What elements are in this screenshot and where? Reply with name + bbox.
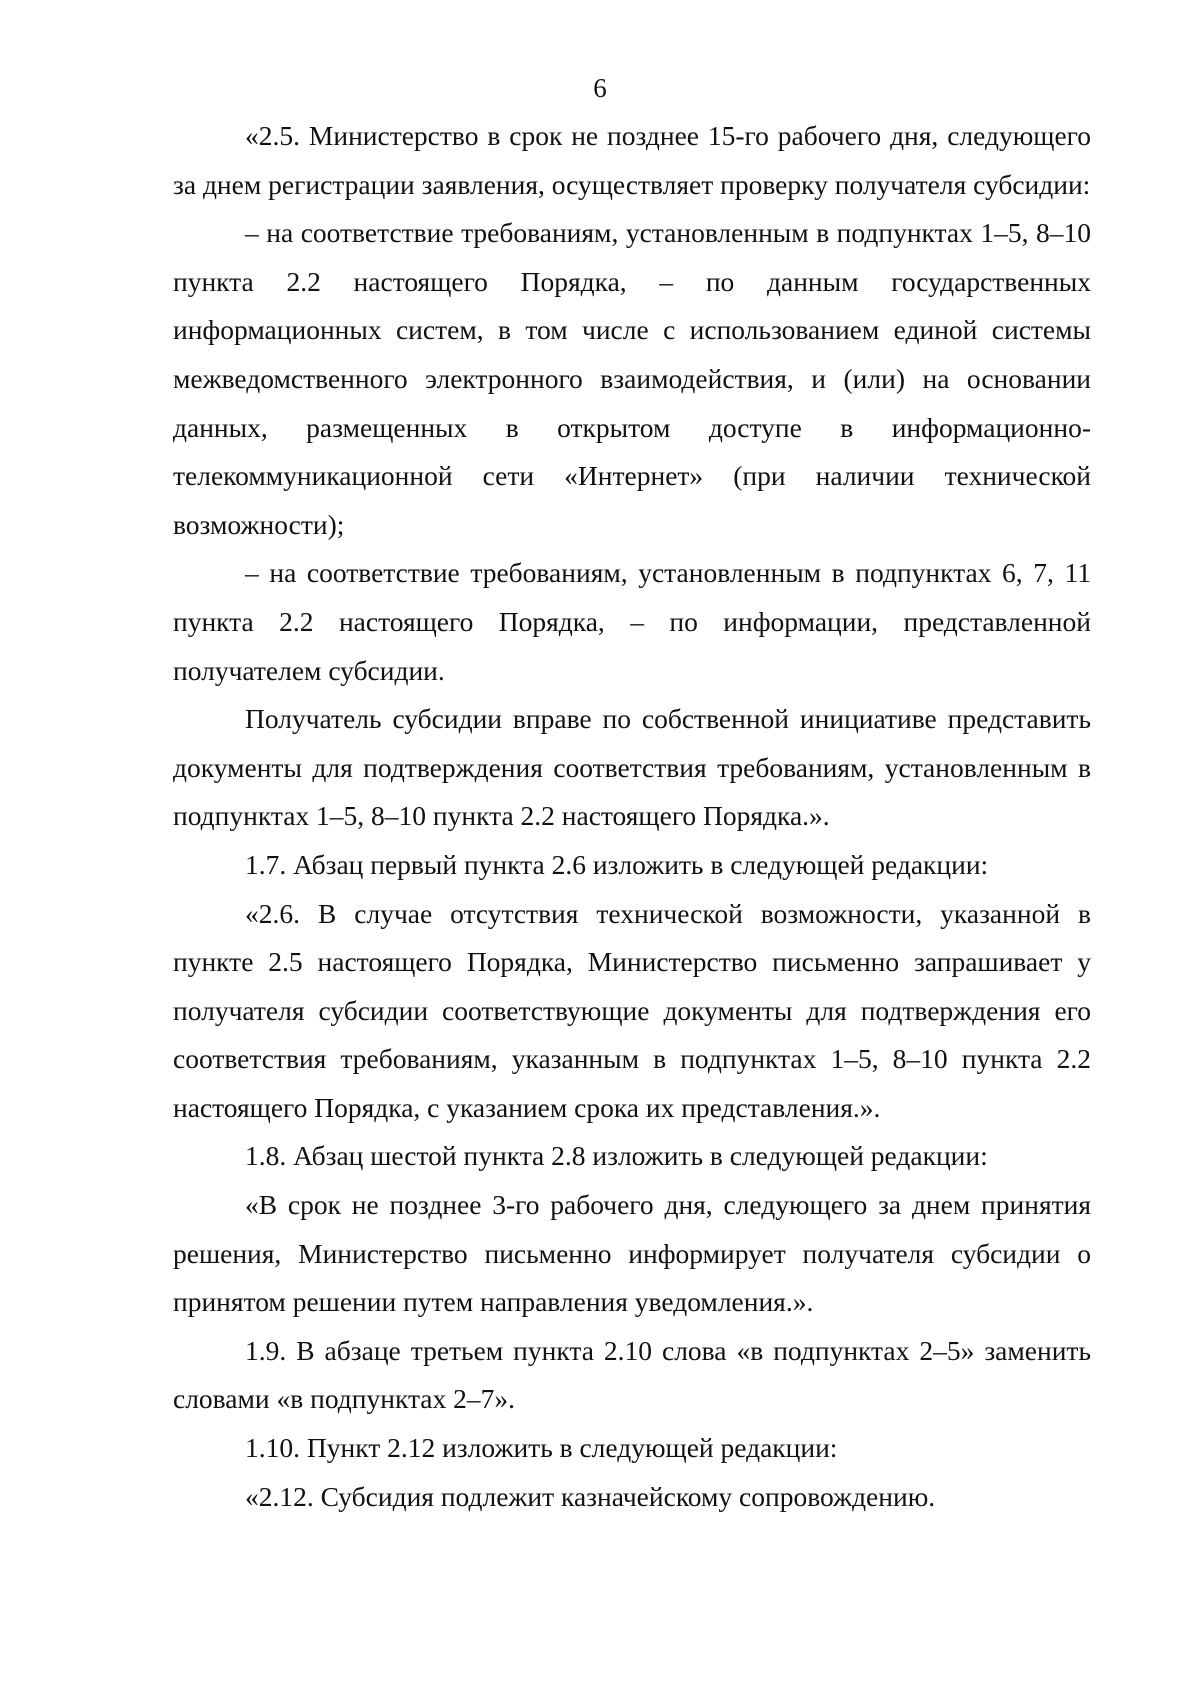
page-number: 6: [593, 73, 607, 103]
paragraph-recipient-right: Получатель субсидии вправе по собственной инициативе представить документы для подтверждения соответствия требованиям, установленным в подпунктах 1–5, 8–10 пункта 2.2 настоящего Порядка.».: [173, 703, 1091, 832]
paragraph-1-9: 1.9. В абзаце третьем пункта 2.10 слова «в подпунктах 2–5» заменить словами «в подпунктах 2–7».: [173, 1334, 1091, 1415]
paragraph-check-recipient-info: – на соответствие требованиям, установленным в подпунктах 6, 7, 11 пункта 2.2 настоящего Порядка, – по информации, представленной получателем субсидии.: [173, 557, 1091, 686]
paragraph-2-12: «2.12. Субсидия подлежит казначейскому сопровождению.: [245, 1480, 936, 1512]
paragraph-2-8-text: «В срок не позднее 3-го рабочего дня, следующего за днем принятия решения, Министерство письменно информирует получателя субсидии о принятом решении путем направления уведомления.».: [173, 1189, 1091, 1318]
paragraph-2-6: «2.6. В случае отсутствия технической возможности, указанной в пункте 2.5 настоящего Порядка, Министерство письменно запрашивает у получателя субсидии соответствующие документы для подтверждения его соответствия требованиям, указанным в подпунктах 1–5, 8–10 пункта 2.2 настоящего Порядка, с указанием срока их представления.».: [173, 897, 1091, 1123]
paragraph-1-8: 1.8. Абзац шестой пункта 2.8 изложить в следующей редакции:: [245, 1140, 988, 1172]
paragraph-1-10: 1.10. Пункт 2.12 изложить в следующей редакции:: [245, 1432, 838, 1464]
paragraph-check-state-systems: – на соответствие требованиям, установленным в подпунктах 1–5, 8–10 пункта 2.2 настоящего Порядка, – по данным государственных информационных систем, в том числе с использованием единой системы межведомственного электронного взаимодействия, и (или) на основании данных, размещенных в открытом доступе в информационно-телекоммуникационной сети «Интернет» (при наличии технической возможности);: [173, 217, 1091, 540]
paragraph-2-5-intro: «2.5. Министерство в срок не позднее 15-го рабочего дня, следующего за днем регистрации заявления, осуществляет проверку получателя субсидии:: [173, 120, 1091, 200]
paragraph-1-7: 1.7. Абзац первый пункта 2.6 изложить в следующей редакции:: [245, 848, 989, 880]
document-body: [173, 112, 1091, 1521]
